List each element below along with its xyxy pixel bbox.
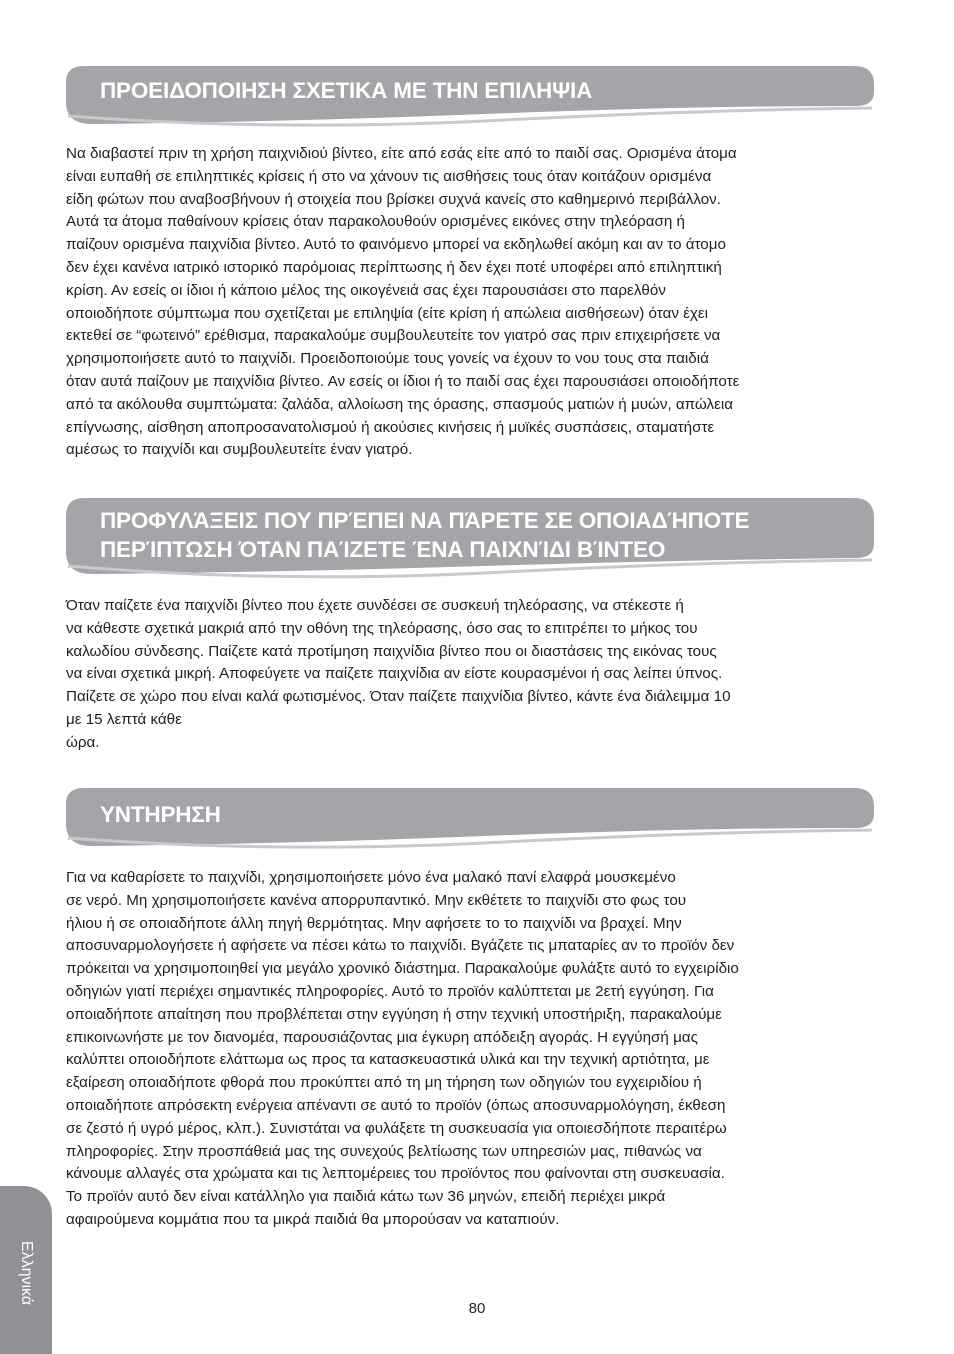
- text-line: Αυτά τα άτομα παθαίνουν κρίσεις όταν παρακολουθούν ορισμένες εικόνες στην τηλεόραση ή: [66, 213, 685, 231]
- text-line: κρίση. Αν εσείς οι ίδιοι ή κάποιο μέλος της οικογένειά σας έχει παρουσιάσει στο παρελθόν: [66, 281, 666, 299]
- text-line: αμέσως το παιχνίδι και συμβουλευτείτε έναν γιατρό.: [66, 441, 413, 459]
- text-line: αφαιρούμενα κομμάτια που τα μικρά παιδιά θα μπορούσαν να καταπιούν.: [66, 1210, 560, 1228]
- text-line: να είναι σχετικά μικρή. Αποφεύγετε να παίζετε παιχνίδια αν είστε κουρασμένοι ή σας λείπει ύπνος.: [66, 665, 723, 683]
- text-line: Να διαβαστεί πριν τη χρήση παιχνιδιού βίντεο, είτε από εσάς είτε από το παιδί σας. Ορισμένα άτομα: [66, 145, 737, 162]
- text-line: ώρα.: [66, 733, 100, 751]
- text-line: εκτεθεί σε “φωτεινό” ερέθισμα, παρακαλούμε συμβουλευτείτε τον γιατρό σας πριν επιχειρήσετε να: [66, 327, 721, 345]
- text-line: κάνουμε αλλαγές στα χρώματα και τις λεπτομέρειες του προϊόντος που φαίνονται στη συσκευασία.: [66, 1165, 725, 1183]
- section-heading: ΥΝΤΗΡΗΣΗ: [100, 802, 221, 827]
- section-heading: ΠΡΟΕΙΔΟΠΟΙΗΣΗ ΣΧΕΤΙΚΑ ΜΕ ΤΗΝ ΕΠΙΛΗΨΙΑ: [100, 78, 593, 103]
- language-side-tab: [0, 1186, 52, 1354]
- page-number: 80: [468, 1300, 486, 1317]
- section-banner-precautions: [64, 494, 876, 586]
- text-line: εξαίρεση οποιαδήποτε φθορά που προκύπτει από τη μη τήρηση των οδηγιών του εγχειριδίου ή: [66, 1074, 702, 1092]
- text-line: είναι ευπαθή σε επιληπτικές κρίσεις ή στο να χάνουν τις αισθήσεις τους όταν κοιτάζουν ορισμένα: [66, 167, 712, 185]
- text-line: Το προϊόν αυτό δεν είναι κατάλληλο για παιδιά κάτω των 36 μηνών, επειδή περιέχει μικρά: [66, 1188, 666, 1206]
- section-banner-maintenance: [64, 784, 876, 856]
- section-body-epilepsy: [66, 143, 878, 462]
- text-line: είδη φώτων που αναβοσβήνουν ή στοιχεία που βρίσκει συχνά κανείς στο καθημερινό περιβάλλον.: [66, 190, 721, 208]
- text-line: σε ζεστό ή υγρό μέρος, κλπ.). Συνιστάται να φυλάξετε τη συσκευασία για οποιεσδήποτε περαιτέρω: [66, 1119, 727, 1137]
- text-line: επικοινωνήστε με τον διανομέα, παρουσιάζοντας μια έγκυρη απόδειξη αγοράς. Η εγγύησή μας: [66, 1028, 698, 1046]
- text-line: καλύπτει οποιοδήποτε ελάττωμα ως προς τα κατασκευαστικά υλικά και την τεχνική αρτιότητα, με: [66, 1051, 710, 1069]
- text-line: οποιαδήποτε απρόσεκτη ενέργεια απέναντι σε αυτό το προϊόν (όπως αποσυναρμολόγηση, έκθεση: [66, 1096, 726, 1114]
- text-line: οδηγιών γιατί περιέχει σημαντικές πληροφορίες. Αυτό το προϊόν καλύπτεται με 2ετή εγγύηση. Για: [66, 982, 714, 1000]
- text-line: πρόκειται να χρησιμοποιηθεί για μεγάλο χρονικό διάστημα. Παρακαλούμε φυλάξτε αυτό το εγχειρίδιο: [66, 960, 739, 978]
- text-line: δεν έχει κανένα ιατρικό ιστορικό παρόμοιας περίπτωσης ή δεν έχει ποτέ υποφέρει από επιληπτική: [66, 258, 722, 276]
- text-line: με 15 λεπτά κάθε: [66, 710, 182, 728]
- text-line: Όταν παίζετε ένα παιχνίδι βίντεο που έχετε συνδέσει σε συσκευή τηλεόρασης, να στέκεστε ή: [66, 597, 684, 614]
- text-line: Παίζετε σε χώρο που είναι καλά φωτισμένος. Όταν παίζετε παιχνίδια βίντεο, κάντε ένα διάλειμμα 10: [66, 688, 731, 706]
- text-line: παίζουν ορισμένα παιχνίδια βίντεο. Αυτό το φαινόμενο μπορεί να εκδηλωθεί ακόμη και αν το άτομο: [66, 236, 726, 254]
- section-banner-epilepsy: [64, 62, 876, 134]
- text-line: πληροφορίες. Στην προσπάθειά μας της συνεχούς βελτίωσης των υπηρεσιών μας, πιθανώς να: [66, 1142, 702, 1160]
- text-line: σε νερό. Μη χρησιμοποιήσετε κανένα απορρυπαντικό. Μην εκθέτετε το παιχνίδι στο φως του: [66, 891, 687, 909]
- language-label: Ελληνικά: [18, 1241, 35, 1306]
- text-line: επίγνωσης, αίσθηση αποπροσανατολισμού ή ακούσιες κινήσεις ή μυϊκές συσπάσεις, σταματήστε: [66, 418, 715, 436]
- text-line: Για να καθαρίσετε το παιχνίδι, χρησιμοποιήσετε μόνο ένα μαλακό πανί ελαφρά μουσκεμένο: [66, 869, 676, 886]
- text-line: καλωδίου σύνδεσης. Παίζετε κατά προτίμηση παιχνίδια βίντεο που οι διαστάσεις της εικόνας τους: [66, 642, 717, 660]
- section-heading: ΠΡΟΦΥΛΆΞΕΙΣ ΠΟΥ ΠΡΈΠΕΙ ΝΑ ΠΆΡΕΤΕ ΣΕ ΟΠΟΙΑΔΉΠΟΤΕ ΠΕΡΊΠΤΩΣΗ ΌΤΑΝ ΠΑΊΖΕΤΕ ΈΝΑ ΠΑΙΧΝΊΔΙ ΒΊΝΤΕΟ: [100, 508, 750, 562]
- text-line: να κάθεστε σχετικά μακριά από την οθόνη της τηλεόρασης, όσο σας το επιτρέπει το μήκος του: [66, 619, 698, 637]
- text-line: ήλιου ή σε οποιαδήποτε άλλη πηγή θερμότητας. Μην αφήσετε το το παιχνίδι να βραχεί. Μην: [66, 914, 682, 932]
- text-line: οποιοδήποτε σύμπτωμα που σχετίζεται με επιληψία (είτε κρίση ή απώλεια αισθήσεων) όταν έχει: [66, 304, 709, 322]
- section-body-precautions: [66, 595, 878, 755]
- text-line: χρησιμοποιήσετε αυτό το παιχνίδι. Προειδοποιούμε τους γονείς να έχουν το νου τους στα παιδιά: [66, 350, 709, 368]
- text-line: όταν αυτά παίζουν με παιχνίδια βίντεο. Αν εσείς οι ίδιοι ή το παιδί σας έχει παρουσιάσει οποιοδήποτε: [66, 372, 740, 390]
- text-line: από τα ακόλουθα συμπτώματα: ζαλάδα, αλλοίωση της όρασης, σπασμούς ματιών ή μυών, απώλεια: [66, 395, 734, 413]
- text-line: οποιαδήποτε απαίτηση που προβλέπεται στην εγγύηση ή στην τεχνική υποστήριξη, παρακαλούμε: [66, 1005, 722, 1023]
- text-line: αποσυναρμολογήσετε ή αφήσετε να πέσει κάτω το παιχνίδι. Βγάζετε τις μπαταρίες αν το προϊόν δεν: [66, 937, 735, 955]
- section-body-maintenance: [66, 867, 878, 1232]
